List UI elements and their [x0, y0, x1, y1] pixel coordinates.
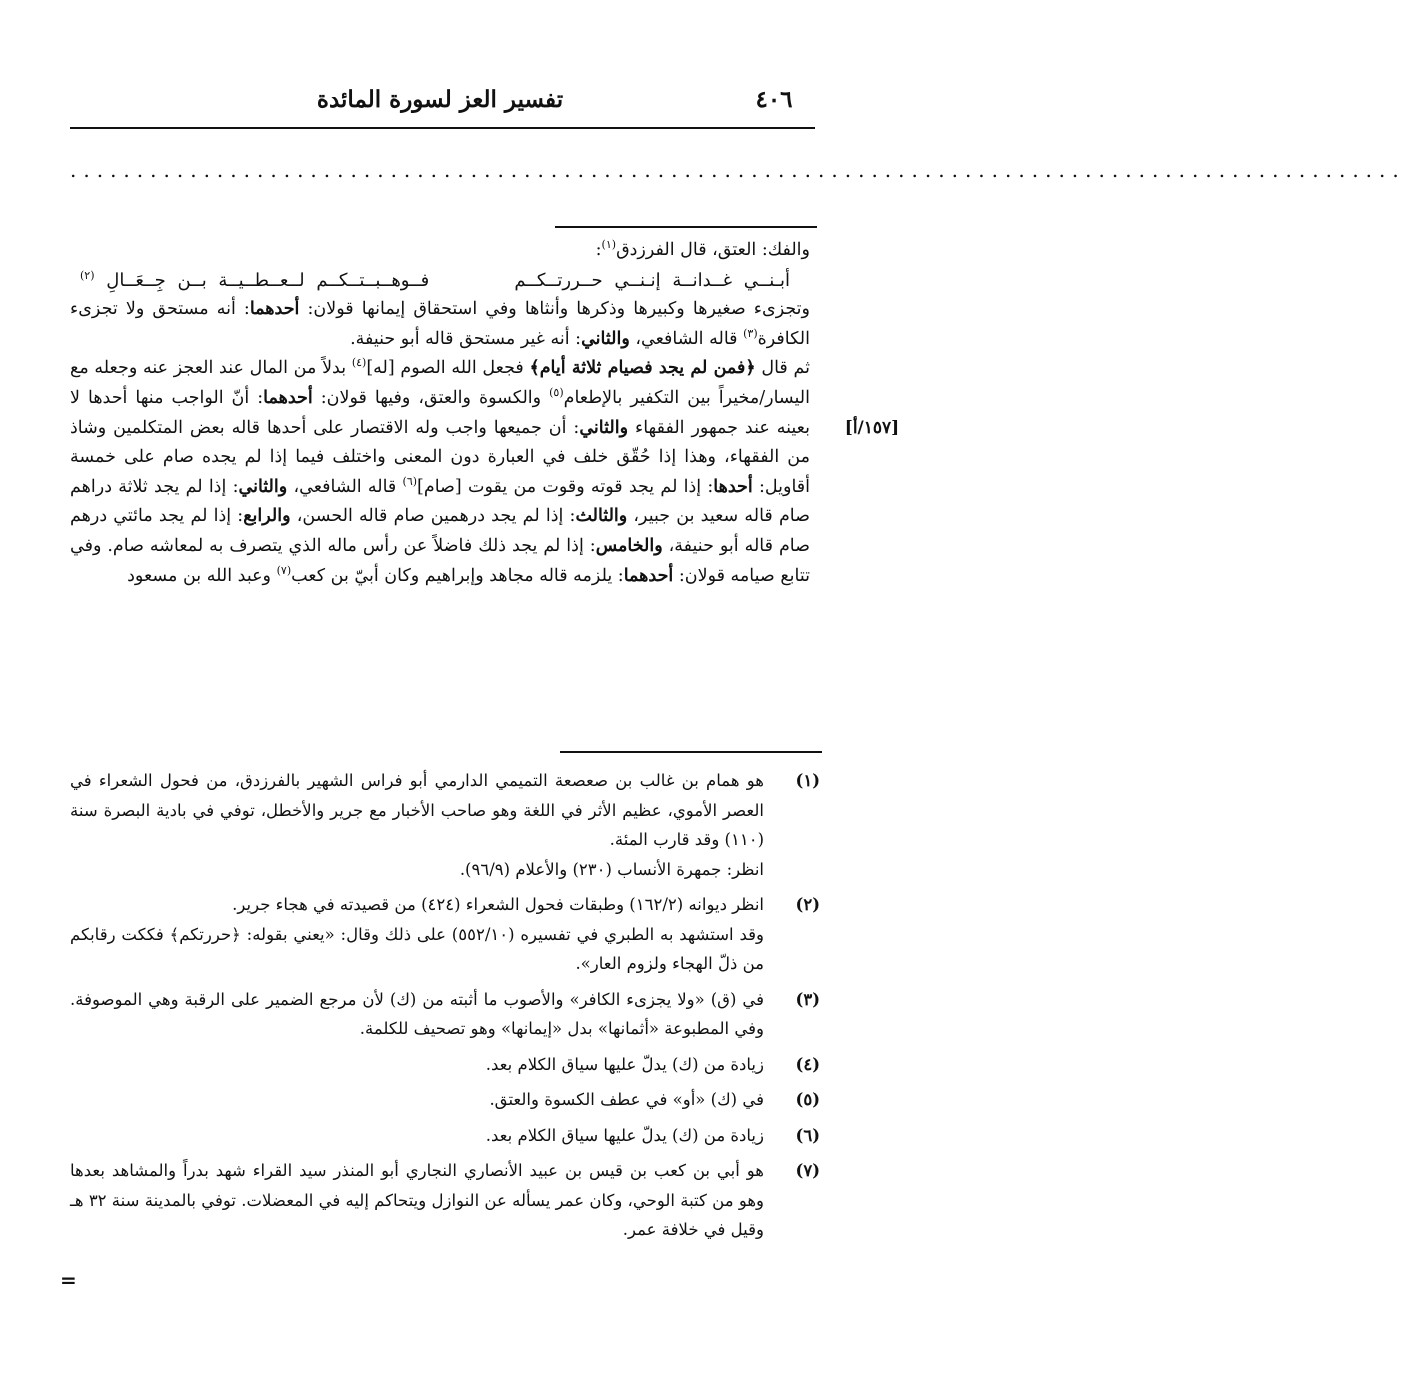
text-run: : أنه مستحق ولا تجزىء الكافرة — [70, 299, 810, 349]
bold-run: والخامس — [595, 535, 663, 556]
text-run: قاله الشافعي، — [635, 328, 738, 349]
footnote-line: في (ك) «أو» في عطف الكسوة والعتق. — [489, 1090, 764, 1109]
footnote-line: في (ق) «ولا يجزىء الكافر» والأصوب ما أثبته من (ك) لأن مرجع الضمير على الرقبة وهي الموصوفة. وفي المطبوعة «أثمانها» بدل «إيمانها» وهو تصحيف للكلمة. — [70, 989, 764, 1038]
header-rule — [70, 127, 815, 129]
text-run: : إذا لم يجد ذلك فاضلاً عن رأس ماله الذي يتصرف به لمعاشه صام. وفي تتابع صيامه قولان: — [70, 535, 810, 586]
paragraph-1 — [70, 295, 810, 354]
text-run: : أنّ الواجب منها أحدها لا بعينه عند جمهور الفقهاء — [70, 387, 810, 438]
footnote-ref: (١) — [601, 238, 617, 252]
footnote-6 — [70, 1121, 822, 1151]
bold-run: أحدهما — [263, 387, 313, 408]
intro-line — [70, 236, 810, 266]
footnote-line: وقد استشهد به الطبري في تفسيره (٥٥٢/١٠) على ذلك وقال: «يعني بقوله: ﴿حررتكم﴾ فككت رقابكم من ذلّ الهجاء ولزوم العار». — [70, 924, 764, 973]
footnote-body — [70, 766, 764, 884]
footnote-ref: (٥) — [549, 386, 564, 400]
text-run: : إذا لم يجد درهمين صام قاله الحسن، — [296, 506, 576, 527]
footnote-line: هو أبي بن كعب بن قيس بن عبيد الأنصاري النجاري أبو المنذر سيد القراء شهد بدراً والمشاهد بعدها وهو من كتبة الوحي، وكان عمر يسأله عن النوازل ويتحاكم إليه في المعضلات. توفي بالمدينة سنة ٣٢ هـ وقيل في خلافة عمر. — [70, 1161, 765, 1239]
footnote-ref: (٢) — [80, 268, 95, 282]
bold-run: والرابع — [243, 506, 291, 527]
footnote-line: زيادة من (ك) يدلّ عليها سياق الكلام بعد. — [485, 1125, 764, 1145]
text-run: قاله الشافعي، — [293, 476, 397, 497]
text-run: : يلزمه قاله مجاهد وإبراهيم وكان أبيّ بن كعب — [291, 565, 624, 586]
footnote-body — [70, 1121, 764, 1151]
quran-quote: ﴿فمن لم يجد فصيام ثلاثة أيام﴾ — [529, 358, 756, 379]
footnote-line: زيادة من (ك) يدلّ عليها سياق الكلام بعد. — [485, 1054, 764, 1074]
margin-reference: [١٥٧/أ] — [844, 418, 900, 438]
bold-run: والثالث — [575, 506, 628, 527]
footnote-ref: (٧) — [276, 563, 292, 577]
footnote-line: هو همام بن غالب بن صعصعة التميمي الدارمي أبو فراس الشهير بالفرزدق، من فحول الشعراء في العصر الأموي، عظيم الأثر في اللغة وهو صاحب الأخبار مع جرير والأخطل، توفي في بادية البصرة سنة (١١٠) وقد قارب المئة. — [70, 771, 764, 849]
bold-run: والثاني — [581, 328, 630, 349]
main-text — [70, 236, 810, 591]
poem-verse — [70, 266, 810, 296]
continuation-mark: = — [60, 1268, 77, 1292]
text-run: : إذا لم يجد مائتي درهم صام قاله أبو حنيفة، — [70, 506, 810, 556]
footnote-number: (٥) — [795, 1090, 820, 1109]
footnote-7 — [70, 1156, 822, 1245]
footnote-3 — [70, 985, 822, 1044]
separator-dots: .................................................................................................... — [70, 158, 1406, 182]
footnote-number: (١) — [795, 771, 820, 790]
intro-colon: : — [595, 240, 602, 260]
footnote-4 — [70, 1050, 822, 1080]
footnote-body — [70, 1085, 764, 1115]
bold-run: أحدهما — [623, 565, 674, 586]
footnote-1 — [70, 766, 822, 884]
bold-run: أحدها — [713, 476, 753, 497]
poem-second-text: فــوهــبــتــكــم لــعــطــيــة بــن جِــعَــالِ — [106, 269, 430, 291]
text-run: وعبد الله بن مسعود — [127, 565, 272, 586]
footnote-number: (٤) — [795, 1054, 820, 1074]
text-run: بدلاً من المال عند العجز عنه وجعله مع اليسار/مخيراً بين التكفير بالإطعام — [70, 358, 810, 408]
bold-run: أحدهما — [249, 299, 300, 320]
text-run: : أن جميعها واجب وله الاقتصار على أحدها قاله بعض المتكلمين وشاذ من الفقهاء، وهذا إذا حُقّق خلف في العبارة دون المعنى واختلف فيما إذا لم يجده صام على خمسة أقاويل: — [70, 417, 810, 497]
footnote-rule — [560, 751, 822, 753]
footnote-2 — [70, 890, 822, 979]
footnote-number: (٦) — [795, 1125, 820, 1145]
footnote-body — [70, 1050, 764, 1080]
footnote-number: (٣) — [795, 989, 820, 1009]
footnote-body — [70, 890, 764, 979]
text-run: وتجزىء صغيرها وكبيرها وذكرها وأنثاها وفي استحقاق إيمانها قولان: — [307, 299, 810, 320]
intro-text: والفك: العتق، قال الفرزدق — [616, 240, 810, 260]
page-number: ٤٠٦ — [755, 86, 793, 113]
running-title: تفسير العز لسورة المائدة — [316, 86, 564, 113]
bold-run: والثاني — [579, 417, 629, 438]
footnote-5 — [70, 1085, 822, 1115]
text-run: : إذا لم يجد قوته وقوت من يقوت [صام] — [417, 476, 714, 497]
footnote-ref: (٤) — [351, 356, 367, 370]
footnote-ref: (٦) — [402, 474, 418, 488]
footnote-line: انظر ديوانه (١٦٢/٢) وطبقات فحول الشعراء (٤٢٤) من قصيدته في هجاء جرير. — [232, 895, 764, 914]
footnote-body — [70, 1156, 764, 1245]
text-run: : أنه غير مستحق قاله أبو حنيفة. — [350, 328, 582, 349]
footnote-body — [70, 985, 764, 1044]
top-rule — [555, 226, 817, 228]
text-run: : إذا لم يجد ثلاثة دراهم صام قاله سعيد بن جبير، — [70, 476, 810, 527]
footnotes — [70, 766, 822, 1251]
bold-run: والثاني — [238, 476, 288, 497]
text-run: والكسوة والعتق، وفيها قولان: — [320, 387, 542, 408]
text-run: فجعل الله الصوم [له] — [366, 358, 524, 379]
footnote-ref: (٣) — [743, 326, 758, 340]
footnote-number: (٧) — [795, 1161, 820, 1180]
poem-first-hemistich: أبـنــي غــدانــة إنـنــي حــررتــكــم — [514, 269, 790, 291]
text-run: ثم قال — [761, 358, 810, 379]
footnote-number: (٢) — [795, 895, 820, 914]
poem-second-hemistich — [80, 266, 429, 296]
paragraph-2 — [70, 354, 810, 591]
footnote-line: انظر: جمهرة الأنساب (٢٣٠) والأعلام (٩٦/٩). — [459, 859, 764, 879]
